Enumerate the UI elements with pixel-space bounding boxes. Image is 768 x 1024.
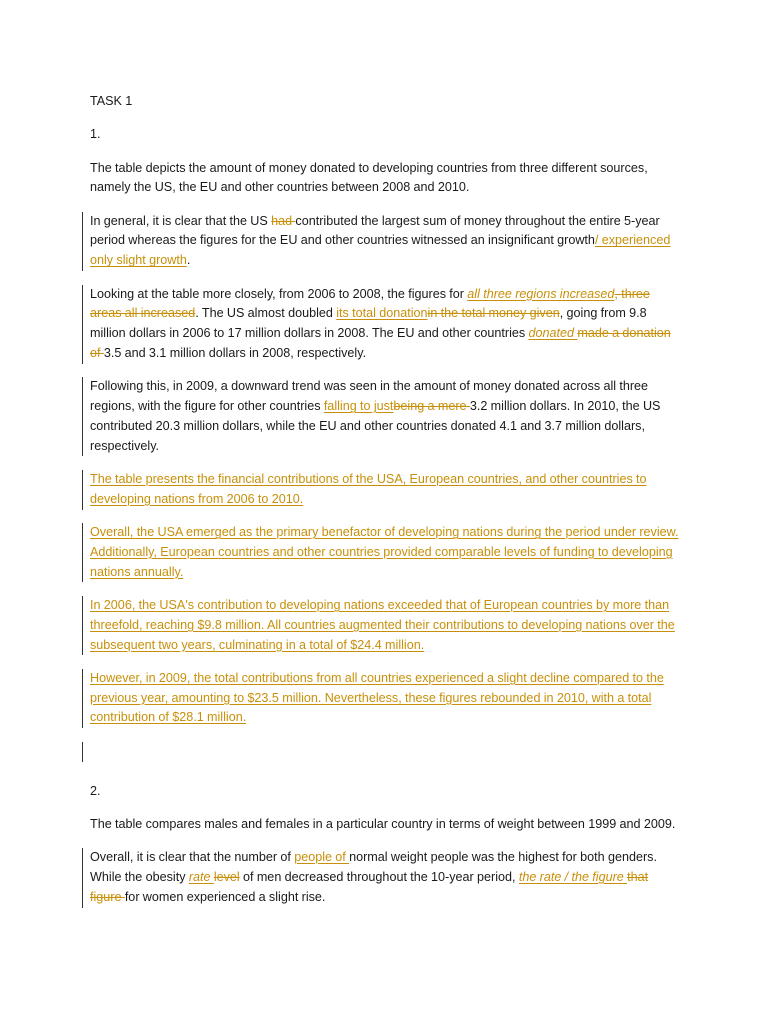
insertion-run: Overall, the USA emerged as the primary benefactor of developing nations during the period under review. Additionally, European countries and other countries provided comparable levels of funding to developing nations annually. <box>90 525 679 579</box>
paragraph[interactable] <box>90 285 680 364</box>
paragraph[interactable] <box>90 125 680 145</box>
text-run: Looking at the table more closely, from 2006 to 2008, the figures for <box>90 286 468 301</box>
paragraph[interactable] <box>90 212 680 271</box>
text-run: 2. <box>90 783 101 798</box>
document-body[interactable] <box>90 125 680 907</box>
paragraph[interactable] <box>90 470 680 510</box>
insertion-run: In 2006, the USA's contribution to developing nations exceeded that of European countries by more than threefold, reaching $9.8 million. All countries augmented their contributions to developing nations over the subsequent two years, culminating in a total of $24.4 million. <box>90 597 675 652</box>
paragraph[interactable] <box>90 669 680 728</box>
paragraph[interactable] <box>90 815 680 835</box>
deletion-run: that figure <box>90 869 649 904</box>
text-run: contributed the largest sum of money throughout the entire 5-year period whereas the figures for the EU and other countries witnessed an insignificant growth <box>90 213 660 248</box>
paragraph[interactable] <box>90 848 680 907</box>
text-run: , going from 9.8 million dollars in 2006 to 17 million dollars in 2008. The EU and other countries <box>90 306 647 341</box>
insertion-run: However, in 2009, the total contributions from all countries experienced a slight decline compared to the previous year, amounting to $23.5 million. Nevertheless, these figures rebounded in 2010, with a total contribution of $28.1 million. <box>90 670 664 725</box>
text-run: of men decreased throughout the 10-year period, <box>239 869 519 884</box>
text-run: 1. <box>90 127 101 142</box>
insertion-run-italic: donated <box>528 326 578 341</box>
text-run: 3.2 million dollars. In 2010, the US contributed 20.3 million dollars, while the EU and other countries donated 4.1 and 3.7 million dollars, respectively. <box>90 399 661 453</box>
text-run: The table compares males and females in a particular country in terms of weight between 1999 and 2009. <box>90 816 676 831</box>
insertion-run: its total donation <box>336 306 428 321</box>
empty-paragraph-with-change-bar[interactable] <box>90 742 680 762</box>
insertion-run-italic: the rate / the figure <box>518 869 628 884</box>
paragraph[interactable] <box>90 377 680 456</box>
document-title: TASK 1 <box>90 94 133 108</box>
deletion-run: in the total money given <box>427 306 560 321</box>
paragraph[interactable] <box>90 159 680 199</box>
insertion-run-italic: all three regions increased <box>467 286 615 301</box>
deletion-run: being a mere <box>393 399 470 414</box>
insertion-run-italic: rate <box>188 869 214 884</box>
deletion-run: made a donation of <box>90 326 671 360</box>
insertion-run: The table presents the financial contributions of the USA, European countries, and other countries to developing nations from 2006 to 2010. <box>90 471 647 506</box>
insertion-run: falling to just <box>323 399 394 414</box>
text-run: 3.5 and 3.1 million dollars in 2008, respectively. <box>103 345 367 360</box>
text-run: for women experienced a slight rise. <box>124 889 326 904</box>
text-run: Overall, it is clear that the number of <box>90 850 295 865</box>
text-run: The table depicts the amount of money donated to developing countries from three different sources, namely the US, the EU and other countries between 2008 and 2010. <box>90 160 648 195</box>
insertion-run: people of <box>294 850 350 865</box>
deletion-run: had <box>271 213 296 228</box>
insertion-run: / experienced only slight growth <box>90 233 671 268</box>
paragraph[interactable] <box>90 596 680 655</box>
text-run: normal weight people was the highest for both genders. While the obesity <box>90 850 657 884</box>
document-page[interactable] <box>90 92 680 921</box>
text-run: In general, it is clear that the US <box>90 213 272 228</box>
paragraph[interactable] <box>90 523 680 582</box>
deletion-run: level <box>213 869 240 884</box>
text-run: . <box>186 253 191 268</box>
text-run: . The US almost doubled <box>195 306 337 321</box>
deletion-run: , three areas all increased <box>90 286 650 321</box>
text-run: Following this, in 2009, a downward trend was seen in the amount of money donated across all three regions, with the figure for other countries <box>90 379 649 414</box>
paragraph[interactable] <box>90 782 680 802</box>
